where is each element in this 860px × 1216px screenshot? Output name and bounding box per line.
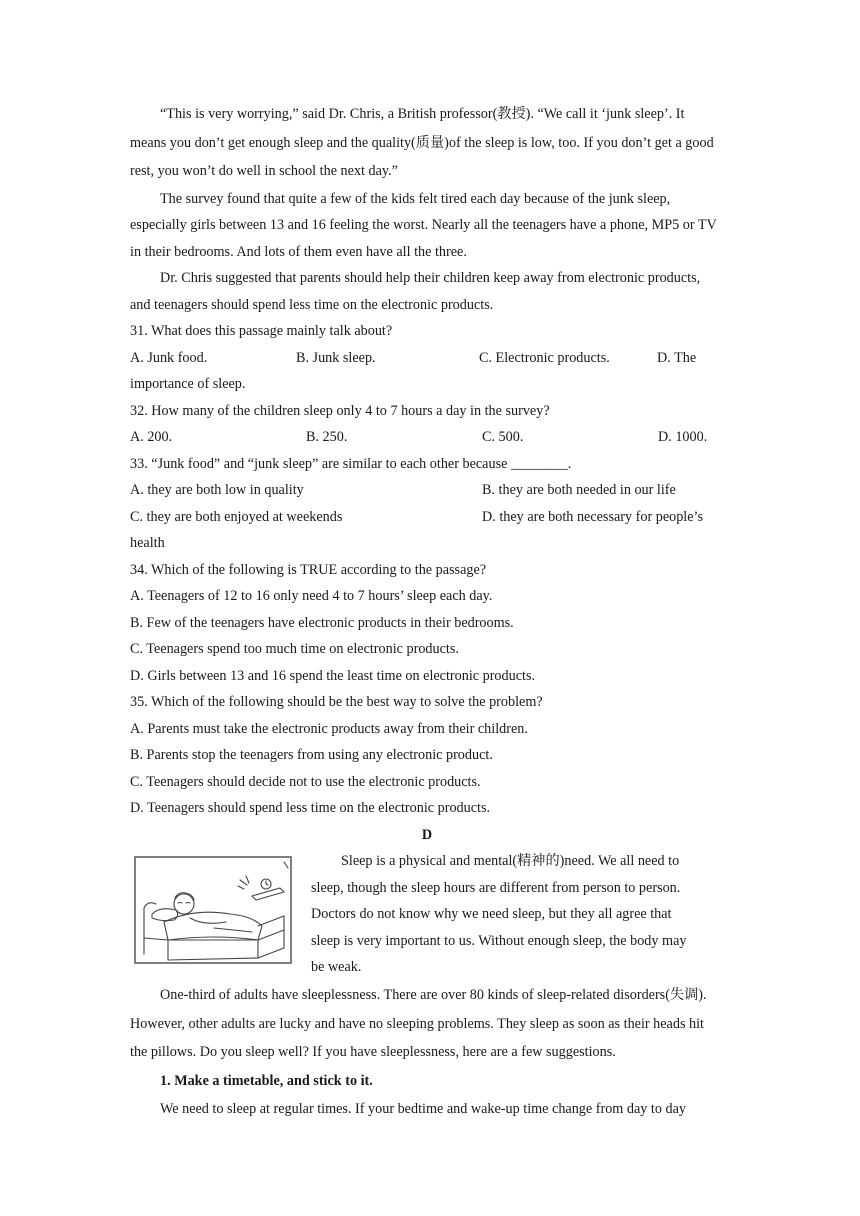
- question-stem: 31. What does this passage mainly talk about?: [130, 323, 393, 339]
- options-row: [130, 424, 724, 451]
- text-line: sleep is very important to us. Without enough sleep, the body may: [311, 932, 687, 949]
- options-row: [130, 504, 724, 531]
- option-a: A. they are both low in quality: [130, 482, 304, 498]
- option-a: A. Parents must take the electronic products away from their children.: [130, 720, 528, 737]
- subheading: 1. Make a timetable, and stick to it.: [160, 1072, 373, 1089]
- option-c: C. Teenagers should decide not to use the electronic products.: [130, 773, 481, 790]
- option-a: A. Teenagers of 12 to 16 only need 4 to 7 hours’ sleep each day.: [130, 588, 493, 604]
- option-a: A. 200.: [130, 429, 173, 445]
- option-a: A. Junk food.: [130, 349, 208, 366]
- option-b: B. Parents stop the teenagers from using any electronic product.: [130, 747, 493, 763]
- text-line: Sleep is a physical and mental(精神的)need. We all need to: [341, 853, 680, 869]
- option-b: B. they are both needed in our life: [482, 482, 676, 498]
- text-line: Doctors do not know why we need sleep, but they all agree that: [311, 906, 672, 922]
- paragraph: Dr. Chris suggested that parents should help their children keep away from electronic products, and teenagers should spend less time on the electronic products.: [130, 270, 701, 313]
- option-b: B. Few of the teenagers have electronic products in their bedrooms.: [130, 614, 514, 631]
- option-d: D. 1000.: [658, 429, 708, 445]
- paragraph: “This is very worrying,” said Dr. Chris, a British professor(教授). “We call it ‘junk sleep’. It means you don’t get enough sleep and the quality(质量)of the sleep is low, too. If you don’t get a good rest, you won’t do well in school the next day.”: [130, 106, 714, 179]
- intro-text: [311, 848, 724, 981]
- option-d: D. The: [657, 349, 697, 366]
- passage-d-intro: [130, 848, 724, 981]
- question-34: [130, 557, 724, 690]
- text-line: sleep, though the sleep hours are different from person to person.: [311, 879, 681, 896]
- options-row: [130, 345, 724, 372]
- option-d: D. they are both necessary for people’s: [482, 508, 704, 525]
- option-wrap: health: [130, 535, 165, 551]
- sleeping-child-illustration: [134, 856, 292, 964]
- option-c: C. 500.: [482, 429, 524, 445]
- question-32: [130, 398, 724, 451]
- document-page: [130, 100, 724, 1124]
- option-c: C. Electronic products.: [479, 349, 610, 366]
- question-31: [130, 318, 724, 398]
- question-33: [130, 451, 724, 557]
- paragraph: One-third of adults have sleeplessness. There are over 80 kinds of sleep-related disorders(失调). However, other adults are lucky and have no sleeping problems. They sleep as soon as their heads hit the pillows. Do you sleep well? If you have sleeplessness, here are a few suggestions.: [130, 987, 707, 1060]
- question-stem: 34. Which of the following is TRUE according to the passage?: [130, 561, 487, 578]
- paragraph: We need to sleep at regular times. If your bedtime and wake-up time change from day to day: [160, 1101, 686, 1117]
- option-c: C. Teenagers spend too much time on electronic products.: [130, 641, 459, 657]
- options-row: [130, 477, 724, 504]
- question-stem: 32. How many of the children sleep only 4 to 7 hours a day in the survey?: [130, 402, 550, 419]
- option-c: C. they are both enjoyed at weekends: [130, 508, 343, 525]
- text-line: be weak.: [311, 959, 362, 975]
- option-wrap: importance of sleep.: [130, 376, 246, 392]
- question-stem: 33. “Junk food” and “junk sleep” are similar to each other because ________.: [130, 455, 572, 472]
- question-stem: 35. Which of the following should be the best way to solve the problem?: [130, 694, 543, 710]
- option-d: D. Teenagers should spend less time on the electronic products.: [130, 800, 491, 816]
- section-heading: D: [421, 826, 433, 843]
- option-d: D. Girls between 13 and 16 spend the least time on electronic products.: [130, 667, 536, 684]
- option-b: B. Junk sleep.: [296, 349, 376, 366]
- paragraph: The survey found that quite a few of the kids felt tired each day because of the junk sleep, especially girls between 13 and 16 feeling the worst. Nearly all the teenagers have a phone, MP5 or TV in their bedrooms. And lots of them even have all the three.: [130, 190, 717, 260]
- option-b: B. 250.: [306, 429, 348, 445]
- question-35: [130, 689, 724, 822]
